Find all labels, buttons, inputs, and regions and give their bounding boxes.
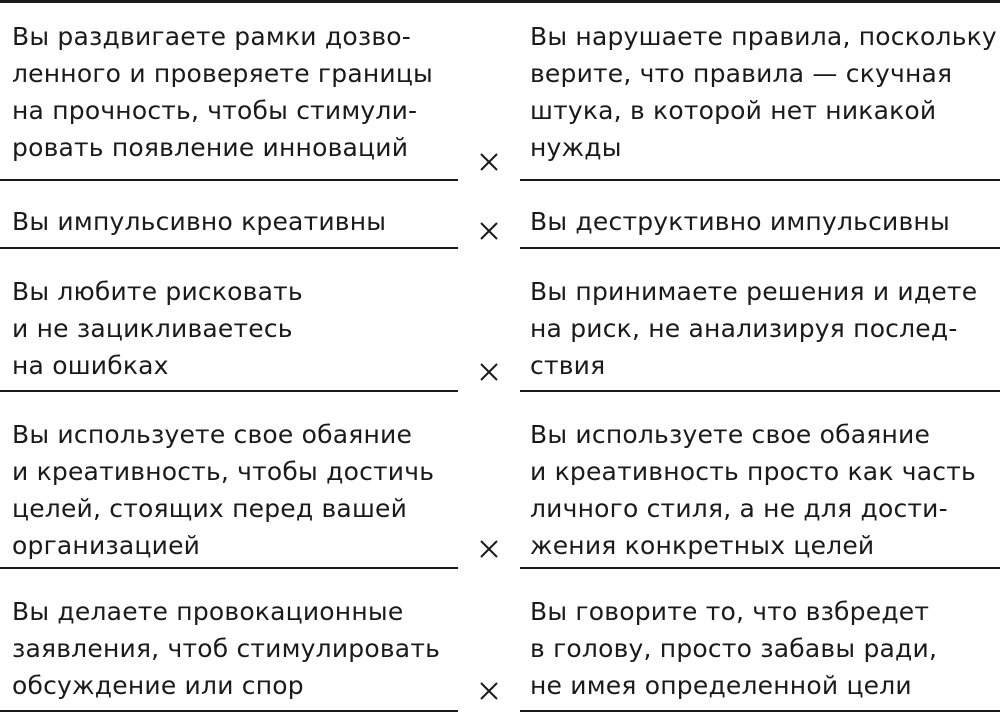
multiply-cross-icon xyxy=(478,361,500,383)
left-cell xyxy=(0,3,458,181)
table-row xyxy=(0,249,1000,392)
left-cell-text: Вы раздвигаете рамки дозво- ленного и проверяете границы на прочность, чтобы стимули- ровать появление инноваций xyxy=(12,22,433,162)
right-cell xyxy=(520,3,1000,181)
right-cell xyxy=(520,569,1000,712)
table-row xyxy=(0,569,1000,712)
right-cell-text: Вы используете свое обаяние и креативность просто как часть личного стиля, а не для дости- жения конкретных целей xyxy=(530,420,976,560)
multiply-cross-icon xyxy=(478,680,500,702)
left-cell xyxy=(0,392,458,569)
right-cell-text: Вы деструктивно импульсивны xyxy=(530,207,950,236)
multiply-cross-icon xyxy=(478,151,500,173)
left-cell-text: Вы импульсивно креативны xyxy=(12,207,387,236)
right-cell xyxy=(520,249,1000,392)
multiply-cross-icon xyxy=(478,220,500,242)
table-row xyxy=(0,181,1000,249)
right-cell xyxy=(520,392,1000,569)
left-cell xyxy=(0,249,458,392)
left-cell-text: Вы делаете провокационные заявления, чтоб стимулировать обсуждение или спор xyxy=(12,597,441,700)
right-cell-text: Вы говорите то, что взбредет в голову, просто забавы ради, не имея определенной цели xyxy=(530,597,938,700)
left-cell-text: Вы используете свое обаяние и креативность, чтобы достичь целей, стоящих перед вашей организацией xyxy=(12,420,435,560)
table-row xyxy=(0,392,1000,569)
right-cell-text: Вы принимаете решения и идете на риск, не анализируя послед- ствия xyxy=(530,277,978,380)
left-cell xyxy=(0,569,458,712)
multiply-cross-icon xyxy=(478,538,500,560)
right-cell-text: Вы нарушаете правила, поскольку верите, что правила — скучная штука, в которой нет никакой нужды xyxy=(530,22,997,162)
left-cell xyxy=(0,181,458,249)
right-cell xyxy=(520,181,1000,249)
table-row xyxy=(0,3,1000,181)
left-cell-text: Вы любите рисковать и не зацикливаетесь на ошибках xyxy=(12,277,303,380)
